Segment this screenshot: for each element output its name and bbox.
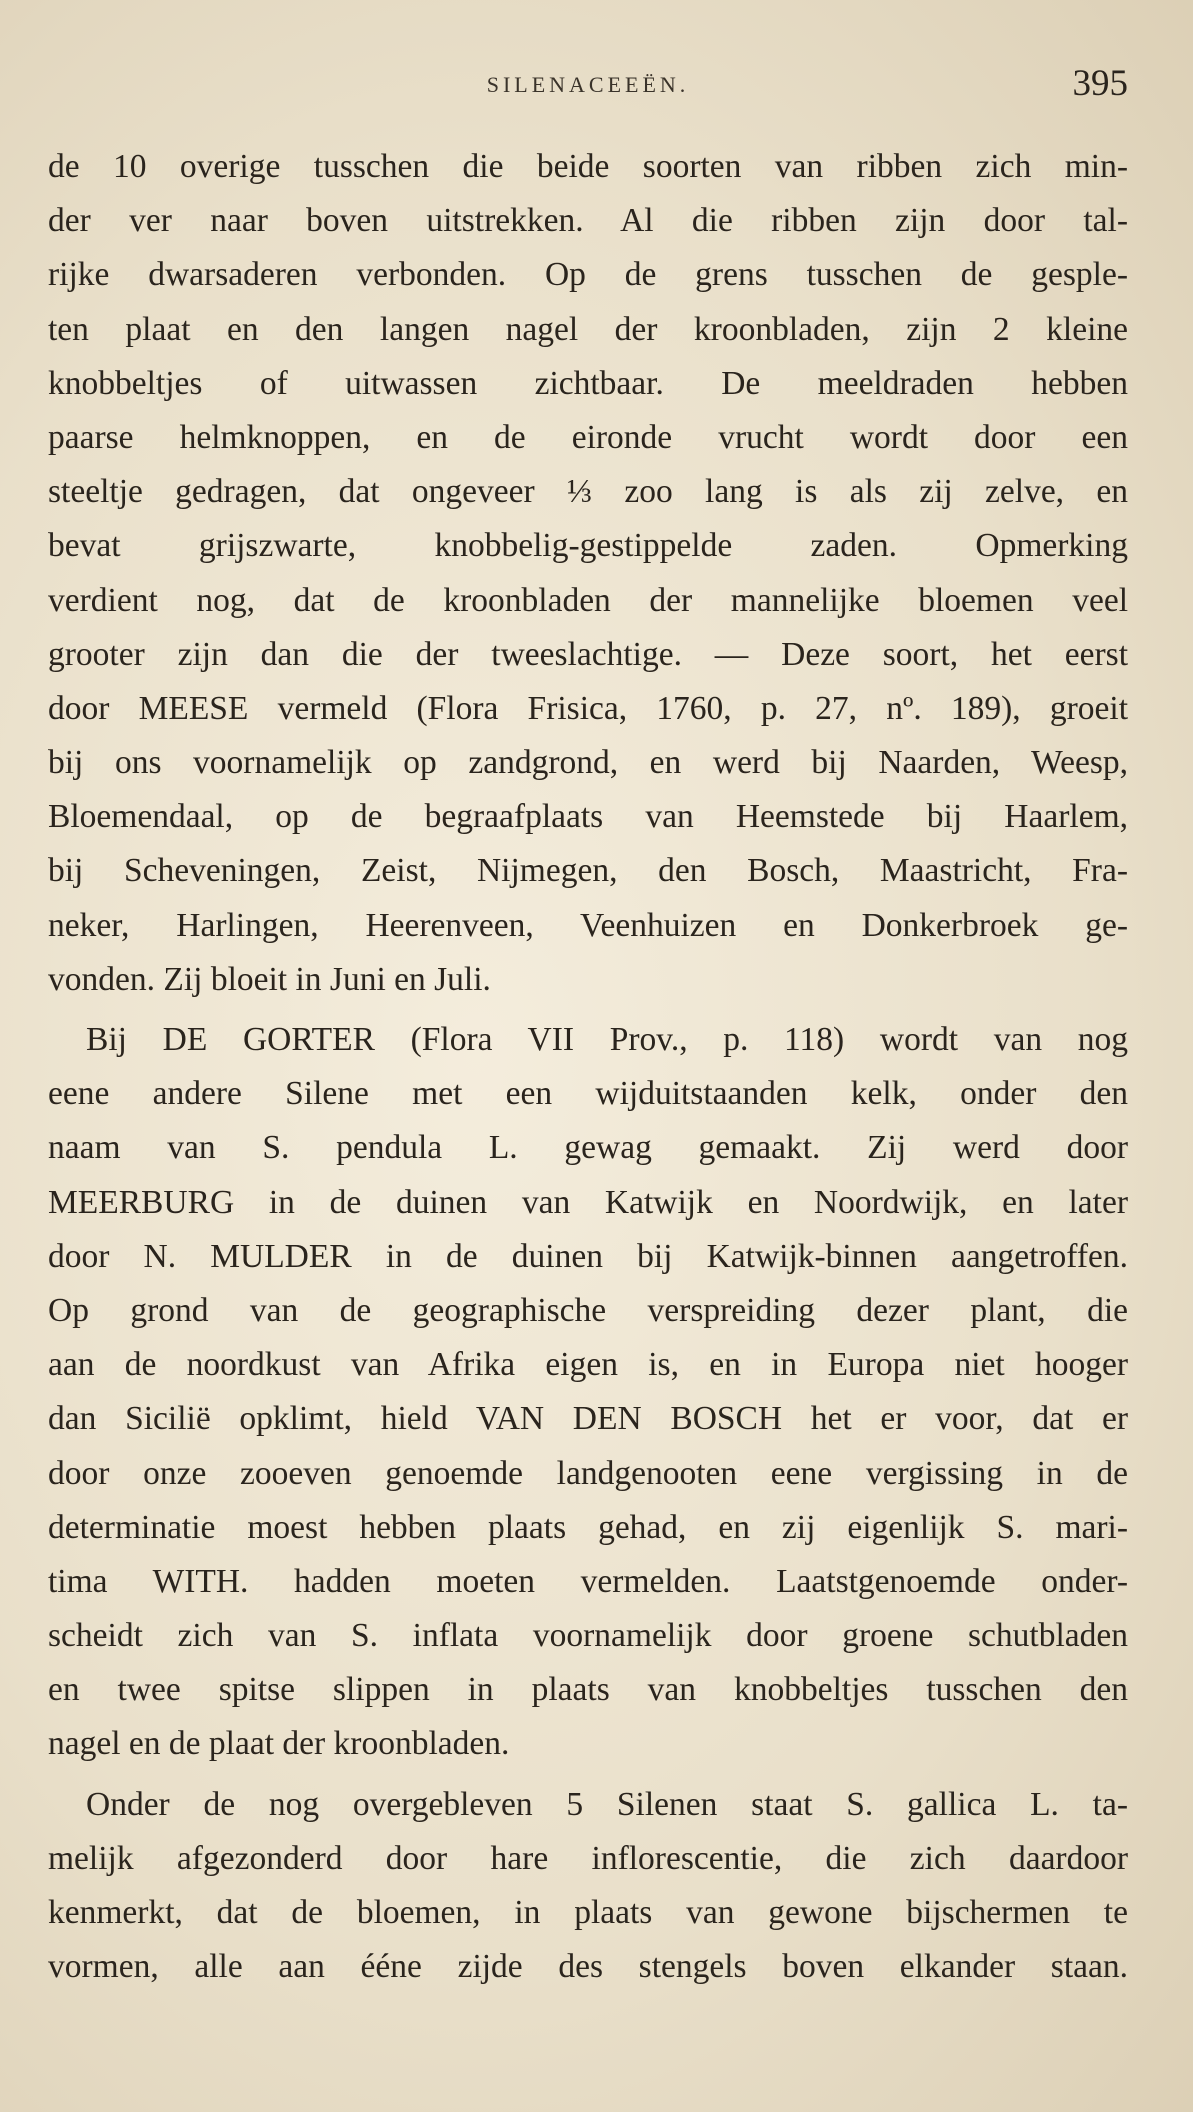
text-line: naam van S. pendula L. gewag gemaakt. Zij werd door [48,1129,1128,1167]
text-line: rijke dwarsaderen verbonden. Op de grens tusschen de gesple- [48,256,1128,294]
text-line: kenmerkt, dat de bloemen, in plaats van gewone bijschermen te [48,1894,1128,1931]
text-line: vormen, alle aan ééne zijde des stengels boven elkander staan. [48,1948,1128,1986]
text-line: der ver naar boven uitstrekken. Al die ribben zijn door tal- [48,202,1128,240]
text-line: paarse helmknoppen, en de eironde vrucht wordt door een [48,418,1128,456]
text-line: steeltje gedragen, dat ongeveer ⅓ zoo lang is als zij zelve, en [48,473,1128,511]
text-line: Op grond van de geographische verspreiding dezer plant, die [48,1291,1128,1329]
body-text [48,140,1128,1994]
text-line: verdient nog, dat de kroonbladen der mannelijke bloemen veel [48,581,1128,619]
text-line: grooter zijn dan die der tweeslachtige. — Deze soort, het eerst [48,635,1128,673]
text-line: aan de noordkust van Afrika eigen is, en in Europa niet hooger [48,1346,1128,1384]
text-line: knobbeltjes of uitwassen zichtbaar. De meeldraden hebben [48,364,1128,402]
text-line: MEERBURG in de duinen van Katwijk en Noordwijk, en later [48,1183,1128,1221]
text-line: Onder de nog overgebleven 5 Silenen staat S. gallica L. ta- [86,1785,1128,1823]
text-line: Bij DE GORTER (Flora VII Prov., p. 118) wordt van nog [86,1021,1128,1058]
text-line: en twee spitse slippen in plaats van knobbeltjes tusschen den [48,1671,1128,1709]
text-line: bij ons voornamelijk op zandgrond, en werd bij Naarden, Weesp, [48,744,1128,782]
page-header [48,62,1128,112]
text-line: door onze zooeven genoemde landgenooten eene vergissing in de [48,1454,1128,1492]
text-line: scheidt zich van S. inflata voornamelijk door groene schutbladen [48,1617,1128,1655]
text-line: bij Scheveningen, Zeist, Nijmegen, den Bosch, Maastricht, Fra- [48,852,1128,890]
text-line: vonden. Zij bloeit in Juni en Juli. [48,960,491,998]
text-line: determinatie moest hebben plaats gehad, en zij eigenlijk S. mari- [48,1508,1128,1546]
text-line: eene andere Silene met een wijduitstaanden kelk, onder den [48,1075,1128,1113]
text-line: ten plaat en den langen nagel der kroonbladen, zijn 2 kleine [48,310,1128,348]
text-line: tima WITH. hadden moeten vermelden. Laatstgenoemde onder- [48,1562,1128,1600]
text-line: door MEESE vermeld (Flora Frisica, 1760, p. 27, nº. 189), groeit [48,689,1128,727]
text-line: bevat grijszwarte, knobbelig-gestippelde zaden. Opmerking [48,527,1128,565]
text-line: de 10 overige tusschen die beide soorten van ribben zich min- [48,148,1128,185]
text-line: nagel en de plaat der kroonbladen. [48,1725,510,1763]
text-line: dan Sicilië opklimt, hield VAN DEN BOSCH het er voor, dat er [48,1400,1128,1438]
text-line: Bloemendaal, op de begraafplaats van Heemstede bij Haarlem, [48,798,1128,836]
text-line: neker, Harlingen, Heerenveen, Veenhuizen en Donkerbroek ge- [48,906,1128,944]
text-line: door N. MULDER in de duinen bij Katwijk-binnen aangetroffen. [48,1237,1128,1275]
page-number: 395 [1072,63,1128,104]
text-line: melijk afgezonderd door hare inflorescentie, die zich daardoor [48,1839,1128,1877]
running-head: SILENACEEËN. [486,72,690,97]
